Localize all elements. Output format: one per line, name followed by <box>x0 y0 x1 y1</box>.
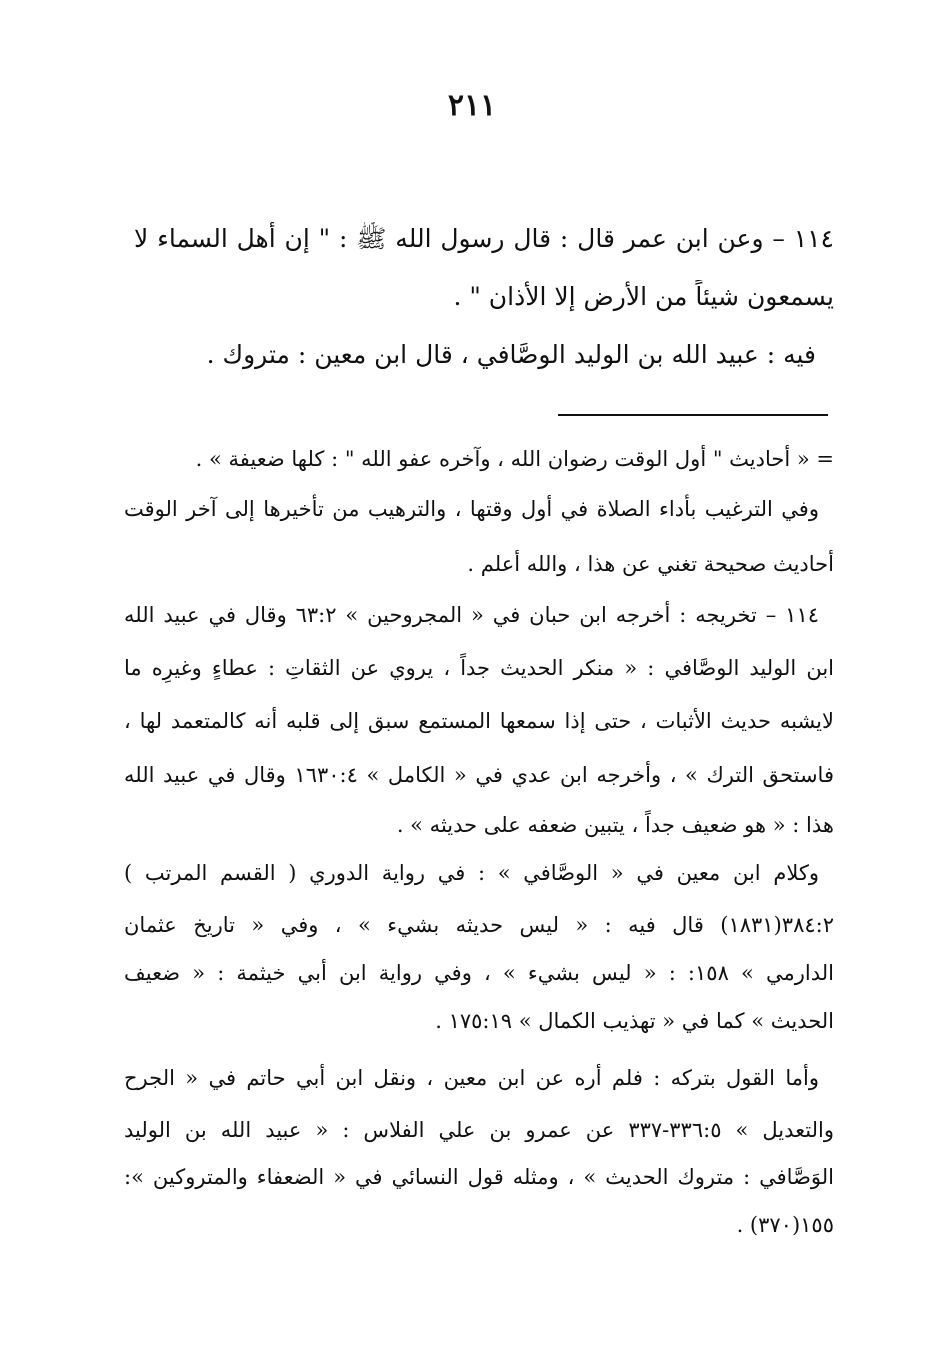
footnote-line: والتعديل » ٣٣٦:٥-٣٣٧ عن عمرو بن علي الفلاس : « عبيد الله بن الوليد <box>124 1118 834 1142</box>
main-text-line: ١١٤ – وعن ابن عمر قال : قال رسول الله ﷺ : " إن أهل السماء لا <box>134 224 834 253</box>
page-number: ٢١١ <box>447 88 497 123</box>
footnote-line: ابن الوليد الوصَّافي : « منكر الحديث جداً ، يروي عن الثقاتِ : عطاءٍ وغيرِه ما <box>124 656 834 680</box>
footnote-separator <box>558 414 828 416</box>
footnote-line: وأما القول بتركه : فلم أره عن ابن معين ، ونقل ابن أبي حاتم في « الجرح <box>124 1066 819 1090</box>
footnote-line: الحديث » كما في « تهذيب الكمال » ١٧٥:١٩ . <box>435 1009 834 1033</box>
footnote-line: ١١٤ – تخريجه : أخرجه ابن حبان في « المجروحين » ٦٣:٢ وقال في عبيد الله <box>124 603 819 627</box>
footnote-line: فاستحق الترك » ، وأخرجه ابن عدي في « الكامل » ١٦٣٠:٤ وقال في عبيد الله <box>124 763 834 787</box>
main-text-line: يسمعون شيئاً من الأرض إلا الأذان " . <box>453 282 834 311</box>
footnote-line: ٣٨٤:٢(١٨٣١) قال فيه : « ليس حديثه بشيء » ، وفي « تاريخ عثمان <box>124 913 834 937</box>
footnote-line: الوَصَّافي : متروك الحديث » ، ومثله قول النسائي في « الضعفاء والمتروكين »: <box>124 1165 834 1189</box>
footnote-line: ١٥٥(٣٧٠) . <box>736 1213 834 1237</box>
footnote-line: = « أحاديث " أول الوقت رضوان الله ، وآخره عفو الله " : كلها ضعيفة » . <box>195 447 834 471</box>
footnote-line: لايشبه حديث الأثبات ، حتى إذا سمعها المستمع سبق إلى قلبه أنه كالمتعمد لها ، <box>124 709 834 733</box>
main-text-line: فيه : عبيد الله بن الوليد الوصَّافي ، قال ابن معين : متروك . <box>206 340 816 369</box>
footnote-line: الدارمي » ١٥٨: : « ليس بشيء » ، وفي رواية ابن أبي خيثمة : « ضعيف <box>124 961 834 985</box>
footnote-line: هذا : « هو ضعيف جداً ، يتبين ضعفه على حديثه » . <box>396 813 834 837</box>
footnote-line: وكلام ابن معين في « الوصَّافي » : في رواية الدوري ( القسم المرتب ) <box>124 861 819 885</box>
footnote-line: أحاديث صحيحة تغني عن هذا ، والله أعلم . <box>467 552 834 576</box>
footnote-line: وفي الترغيب بأداء الصلاة في أول وقتها ، والترهيب من تأخيرها إلى آخر الوقت <box>124 497 819 521</box>
